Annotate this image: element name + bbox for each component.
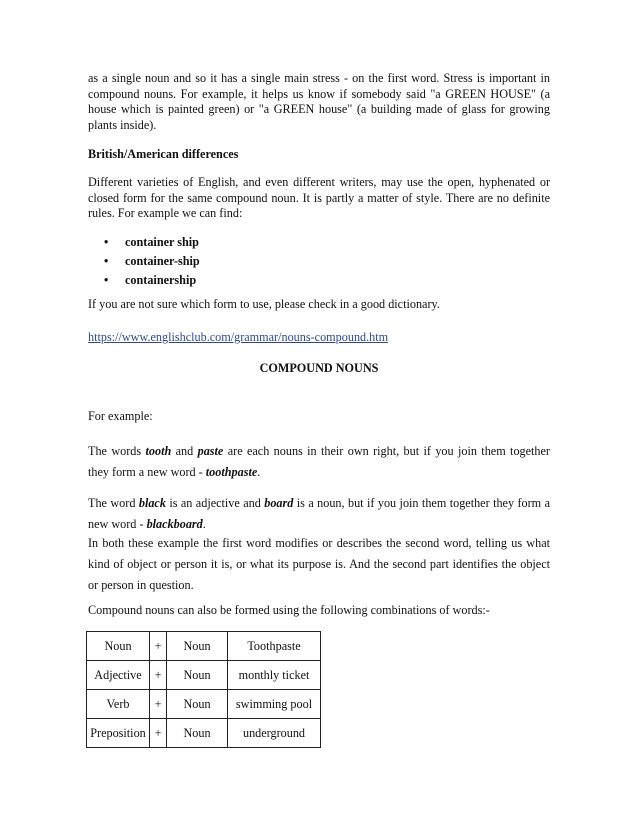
table-row <box>87 632 321 661</box>
table-cell: swimming pool <box>228 690 321 719</box>
section-title: COMPOUND NOUNS <box>259 361 379 375</box>
bullet-dot-icon: • <box>104 254 109 268</box>
table-cell: Toothpaste <box>228 632 321 661</box>
list-item: • container-ship <box>88 252 550 271</box>
paragraph-explanation: In both these example the first word modifies or describes the second word, telling us what kind of object or person it is, or what its purpose is. And the second part identifies the object or person in question. <box>88 536 550 592</box>
list-item: • containership <box>88 271 550 290</box>
paragraph-stress: as a single noun and so it has a single main stress - on the first word. Stress is important in compound nouns. For example, it helps us know if somebody said "a GREEN HOUSE" (a house which is painted green) or "a GREEN house" (a building made of glass for growing plants inside). <box>88 71 550 132</box>
paragraph-dictionary: If you are not sure which form to use, please check in a good dictionary. <box>88 297 440 311</box>
combinations-table <box>86 631 321 748</box>
paragraph-combinations: Compound nouns can also be formed using the following combinations of words:- <box>88 603 490 617</box>
table-cell: + <box>150 661 167 690</box>
table-cell: + <box>150 632 167 661</box>
table-cell: Noun <box>167 690 228 719</box>
bullet-dot-icon: • <box>104 235 109 249</box>
bullet-dot-icon: • <box>104 273 109 287</box>
list-item: • container ship <box>88 233 550 252</box>
paragraph-varieties: Different varieties of English, and even different writers, may use the open, hyphenated or closed form for the same compound noun. It is partly a matter of style. There are no definite rules. For example we can find: <box>88 175 550 220</box>
table-row <box>87 719 321 748</box>
table-cell: Noun <box>167 661 228 690</box>
heading-british-american: British/American differences <box>88 147 239 161</box>
source-link[interactable]: https://www.englishclub.com/grammar/nouns-compound.htm <box>88 330 389 344</box>
example-toothpaste: The words tooth and paste are each nouns in their own right, but if you join them together they form a new word - toothpaste. <box>88 444 550 479</box>
link-paragraph <box>88 330 550 345</box>
table-cell: Noun <box>167 632 228 661</box>
table-cell: Noun <box>87 632 150 661</box>
table-cell: Noun <box>167 719 228 748</box>
table-cell: monthly ticket <box>228 661 321 690</box>
table-row <box>87 661 321 690</box>
table-cell: + <box>150 690 167 719</box>
table-cell: Verb <box>87 690 150 719</box>
for-example-label: For example: <box>88 409 153 423</box>
table-cell: + <box>150 719 167 748</box>
table-cell: underground <box>228 719 321 748</box>
table-row <box>87 690 321 719</box>
bullet-list <box>88 233 550 290</box>
table-cell: Preposition <box>87 719 150 748</box>
example-blackboard: The word black is an adjective and board is a noun, but if you join them together they form a new word - blackboard. <box>88 496 550 531</box>
table-cell: Adjective <box>87 661 150 690</box>
